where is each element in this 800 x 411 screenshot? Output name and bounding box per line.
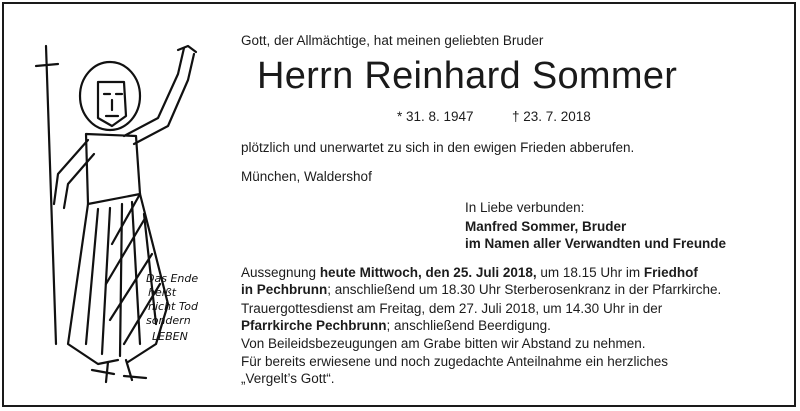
service-church: Pfarrkirche Pechbrunn: [241, 318, 387, 333]
resurrection-figure-illustration: [28, 44, 208, 384]
thanks-line-1: Für bereits erwiesene und noch zugedachte Anteilnahme ein herzliches: [241, 354, 669, 369]
obituary-notice: [2, 2, 796, 407]
funeral-line-2: [241, 281, 721, 298]
places-text: München, Waldershof: [241, 169, 372, 184]
funeral-p1-f: ; anschließend um 18.30 Uhr Sterberosenkranz in der Pfarrkirche.: [327, 282, 722, 297]
deceased-name: Herrn Reinhard Sommer: [257, 55, 678, 97]
caption-line-1: Das Ende: [146, 272, 199, 285]
thanks-line-2: „Vergelt’s Gott“.: [241, 371, 335, 386]
service-line-1: Trauergottesdienst am Freitag, dem 27. Juli 2018, um 14.30 Uhr in der: [241, 301, 663, 316]
signoff-relatives: im Namen aller Verwandten und Freunde: [465, 236, 727, 251]
service-p2-c: ; anschließend Beerdigung.: [386, 318, 551, 333]
funeral-p1-d: Friedhof: [643, 265, 698, 280]
caption-line-4: sondern: [146, 314, 191, 327]
funeral-p1-b: heute Mittwoch, den 25. Juli 2018,: [319, 265, 537, 280]
funeral-p1-c: um 18.15 Uhr im: [536, 265, 644, 280]
signoff-intro: In Liebe verbunden:: [465, 200, 585, 215]
caption-line-5: LEBEN: [152, 330, 188, 343]
intro-text: Gott, der Allmächtige, hat meinen geliebten Bruder: [241, 33, 544, 48]
caption-line-3: nicht Tod: [148, 300, 198, 313]
condolence-note: Von Beileidsbezeugungen am Grabe bitten wir Abstand zu nehmen.: [241, 336, 646, 351]
death-date: † 23. 7. 2018: [512, 109, 591, 124]
caption-line-2: heißt: [148, 286, 177, 299]
funeral-p1-a: Aussegnung: [241, 265, 320, 280]
signoff-line-1: [465, 218, 626, 235]
service-line-2: [241, 317, 551, 334]
signoff-line-2: [465, 235, 726, 252]
funeral-line-1: [241, 264, 698, 281]
signoff-name: Manfred Sommer, Bruder: [465, 219, 627, 234]
message-text: plötzlich und unerwartet zu sich in den ewigen Frieden abberufen.: [241, 140, 635, 155]
birth-date: * 31. 8. 1947: [397, 109, 474, 124]
funeral-p1-e: in Pechbrunn: [241, 282, 328, 297]
